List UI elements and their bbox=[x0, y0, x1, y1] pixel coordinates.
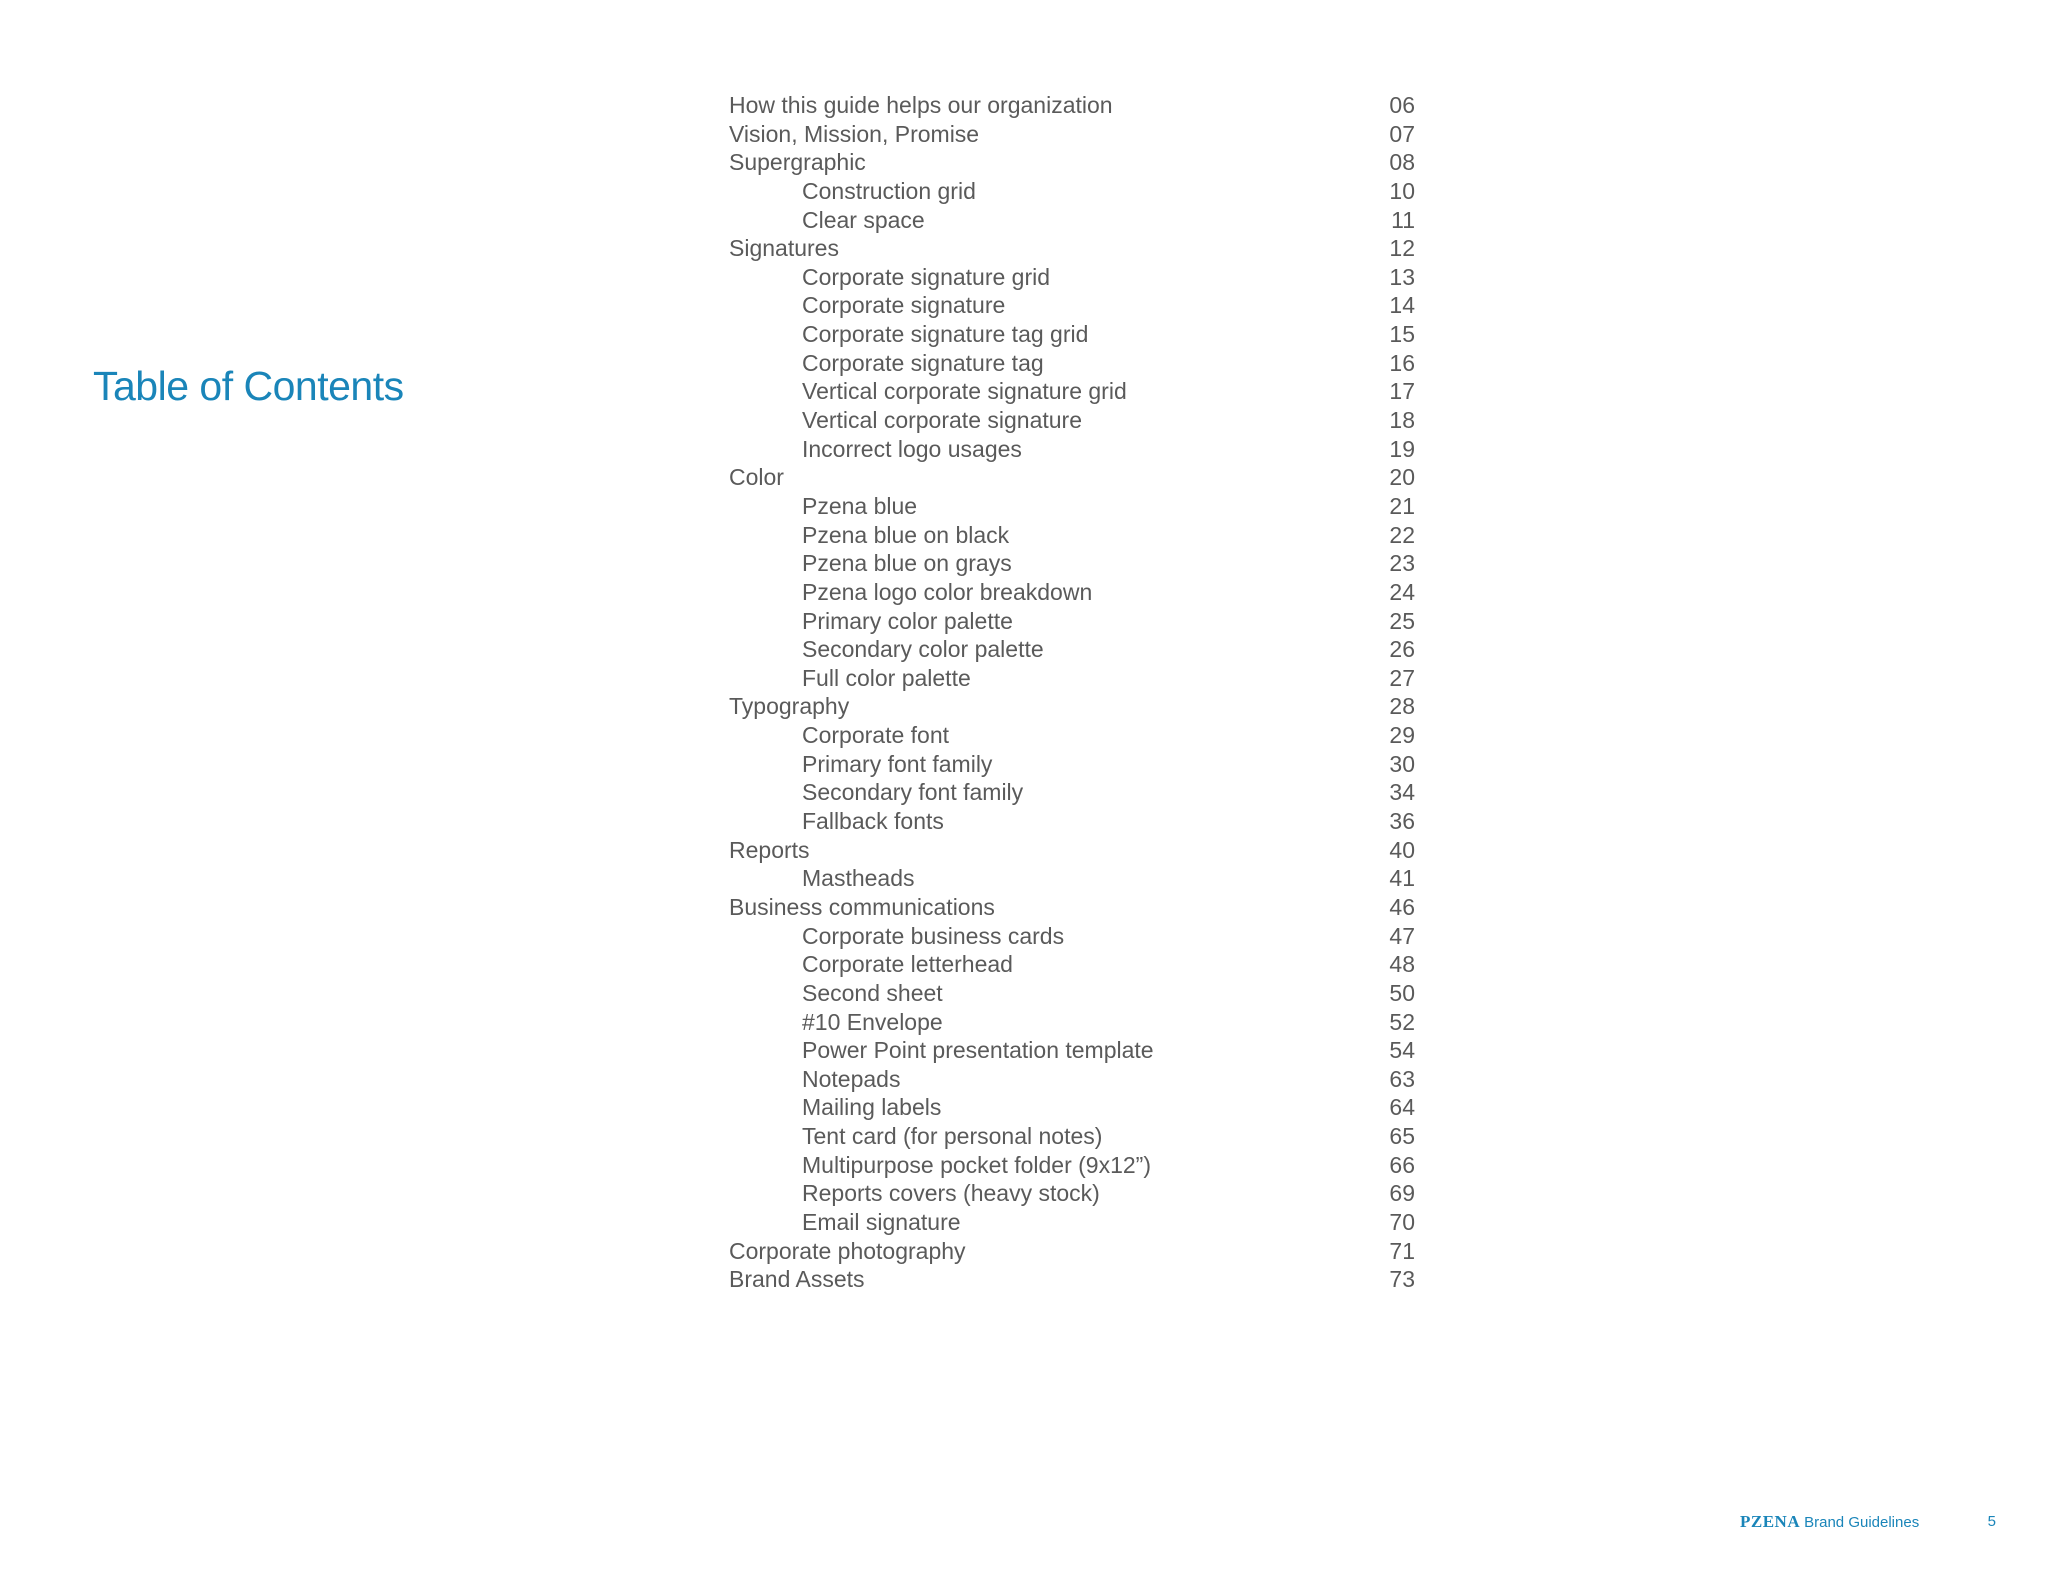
toc-entry-label: Signatures bbox=[729, 235, 839, 262]
toc-entry-page-number: 48 bbox=[1389, 951, 1415, 978]
toc-entry-page-number: 13 bbox=[1389, 263, 1415, 290]
toc-entry-page-number: 15 bbox=[1389, 321, 1415, 348]
toc-entry-page-number: 06 bbox=[1389, 92, 1415, 118]
toc-entry-page-number: 23 bbox=[1389, 550, 1415, 577]
toc-entry-page-number: 69 bbox=[1389, 1180, 1415, 1207]
toc-entry-label: Corporate business cards bbox=[802, 922, 1065, 949]
toc-entry-page-number: 10 bbox=[1389, 177, 1415, 204]
toc-entry bbox=[729, 91, 1419, 120]
toc-entry-label: Business communications bbox=[729, 893, 995, 920]
toc-entry-label: Corporate font bbox=[802, 722, 950, 749]
toc-entry-label: Power Point presentation template bbox=[802, 1037, 1154, 1064]
toc-entry-page-number: 25 bbox=[1389, 607, 1415, 634]
toc-subentry bbox=[729, 1036, 1419, 1065]
toc-entry-page-number: 11 bbox=[1391, 206, 1415, 233]
toc-entry bbox=[729, 1265, 1419, 1294]
toc-entry-page-number: 40 bbox=[1389, 836, 1415, 863]
toc-entry-page-number: 24 bbox=[1389, 578, 1415, 605]
toc-entry bbox=[729, 463, 1419, 492]
toc-entry-page-number: 12 bbox=[1389, 235, 1415, 262]
toc-entry-label: Corporate signature bbox=[802, 292, 1006, 319]
toc-subentry bbox=[729, 206, 1419, 235]
toc-entry-label: How this guide helps our organization bbox=[729, 92, 1113, 118]
toc-entry-page-number: 66 bbox=[1389, 1151, 1415, 1178]
toc-subentry bbox=[729, 807, 1419, 836]
toc-entry-label: Email signature bbox=[802, 1208, 961, 1235]
toc-entry-label: Reports bbox=[729, 836, 810, 863]
toc-entry-page-number: 22 bbox=[1389, 521, 1415, 548]
toc-subentry bbox=[729, 578, 1419, 607]
toc-entry-label: Fallback fonts bbox=[802, 808, 944, 835]
toc-entry bbox=[729, 893, 1419, 922]
page-title: Table of Contents bbox=[93, 363, 404, 410]
toc-subentry bbox=[729, 1065, 1419, 1094]
toc-subentry bbox=[729, 922, 1419, 951]
toc-entry-label: Color bbox=[729, 464, 784, 491]
toc-entry-label: Pzena blue on grays bbox=[802, 550, 1012, 577]
toc-entry-page-number: 29 bbox=[1389, 722, 1415, 749]
toc-subentry bbox=[729, 349, 1419, 378]
toc-entry-page-number: 64 bbox=[1389, 1094, 1415, 1121]
toc-entry-label: Full color palette bbox=[802, 664, 971, 691]
toc-entry-page-number: 30 bbox=[1389, 750, 1415, 777]
toc-entry-label: Corporate signature tag grid bbox=[802, 321, 1089, 348]
toc-entry-label: Corporate photography bbox=[729, 1237, 966, 1264]
toc-entry-label: Pzena blue bbox=[802, 492, 918, 519]
toc-subentry bbox=[729, 291, 1419, 320]
toc-subentry bbox=[729, 549, 1419, 578]
toc-subentry bbox=[729, 1179, 1419, 1208]
toc-subentry bbox=[729, 979, 1419, 1008]
toc-subentry bbox=[729, 778, 1419, 807]
toc-entry-page-number: 70 bbox=[1389, 1208, 1415, 1235]
toc-subentry bbox=[729, 1122, 1419, 1151]
toc-entry-label: Incorrect logo usages bbox=[802, 435, 1022, 462]
toc-entry-page-number: 20 bbox=[1389, 464, 1415, 491]
toc-subentry bbox=[729, 263, 1419, 292]
toc-entry-page-number: 16 bbox=[1389, 349, 1415, 376]
footer-page-number: 5 bbox=[1987, 1513, 1996, 1530]
toc-subentry bbox=[729, 492, 1419, 521]
toc-entry bbox=[729, 1237, 1419, 1266]
toc-subentry bbox=[729, 1093, 1419, 1122]
toc-entry-page-number: 21 bbox=[1389, 492, 1415, 519]
toc-subentry bbox=[729, 1208, 1419, 1237]
toc-entry-page-number: 36 bbox=[1389, 808, 1415, 835]
toc-entry-page-number: 27 bbox=[1389, 664, 1415, 691]
toc-entry bbox=[729, 120, 1419, 149]
toc-entry-page-number: 18 bbox=[1389, 407, 1415, 434]
toc-subentry bbox=[729, 177, 1419, 206]
toc-entry-label: Vertical corporate signature bbox=[802, 407, 1082, 434]
toc-entry-label: Corporate signature grid bbox=[802, 263, 1051, 290]
toc-entry-label: #10 Envelope bbox=[802, 1008, 943, 1035]
toc-entry bbox=[729, 148, 1419, 177]
toc-entry-label: Construction grid bbox=[802, 177, 976, 204]
toc-entry-page-number: 71 bbox=[1389, 1237, 1415, 1264]
toc-entry-label: Mastheads bbox=[802, 865, 915, 892]
toc-entry-page-number: 63 bbox=[1389, 1065, 1415, 1092]
toc-subentry bbox=[729, 1151, 1419, 1180]
toc-entry-page-number: 54 bbox=[1389, 1037, 1415, 1064]
toc-entry-page-number: 14 bbox=[1389, 292, 1415, 319]
toc-entry bbox=[729, 692, 1419, 721]
toc-subentry bbox=[729, 406, 1419, 435]
toc-subentry bbox=[729, 607, 1419, 636]
toc-entry bbox=[729, 234, 1419, 263]
toc-subentry bbox=[729, 377, 1419, 406]
toc-subentry bbox=[729, 664, 1419, 693]
toc-entry-page-number: 19 bbox=[1389, 435, 1415, 462]
toc-entry-page-number: 46 bbox=[1389, 893, 1415, 920]
toc-subentry bbox=[729, 750, 1419, 779]
toc-entry-label: Primary font family bbox=[802, 750, 993, 777]
toc-subentry bbox=[729, 864, 1419, 893]
toc-entry-label: Tent card (for personal notes) bbox=[802, 1123, 1103, 1150]
toc-entry-label: Vertical corporate signature grid bbox=[802, 378, 1127, 405]
toc-subentry bbox=[729, 950, 1419, 979]
footer-subtitle: Brand Guidelines bbox=[1804, 1514, 1920, 1531]
toc-subentry bbox=[729, 1008, 1419, 1037]
toc-entry-page-number: 47 bbox=[1389, 922, 1415, 949]
toc-entry-label: Primary color palette bbox=[802, 607, 1013, 634]
toc-subentry bbox=[729, 721, 1419, 750]
toc-entry-label: Typography bbox=[729, 693, 850, 720]
toc-entry-label: Brand Assets bbox=[729, 1266, 865, 1293]
toc-entry-page-number: 34 bbox=[1389, 779, 1415, 806]
toc-entry-page-number: 17 bbox=[1389, 378, 1415, 405]
toc-entry-page-number: 08 bbox=[1389, 149, 1415, 176]
toc-entry-label: Multipurpose pocket folder (9x12”) bbox=[802, 1151, 1151, 1178]
footer-brand-logo: PZENA bbox=[1740, 1512, 1801, 1531]
toc-subentry bbox=[729, 635, 1419, 664]
toc-entry-page-number: 52 bbox=[1389, 1008, 1415, 1035]
toc-entry-label: Secondary color palette bbox=[802, 636, 1044, 663]
table-of-contents bbox=[729, 91, 1419, 1294]
toc-subentry bbox=[729, 435, 1419, 464]
toc-entry-page-number: 50 bbox=[1389, 979, 1415, 1006]
toc-entry-label: Mailing labels bbox=[802, 1094, 942, 1121]
toc-entry-page-number: 28 bbox=[1389, 693, 1415, 720]
toc-entry-page-number: 07 bbox=[1389, 120, 1415, 147]
toc-subentry bbox=[729, 320, 1419, 349]
page-footer bbox=[1740, 1510, 2000, 1534]
toc-entry-page-number: 41 bbox=[1389, 865, 1415, 892]
toc-entry-label: Pzena logo color breakdown bbox=[802, 578, 1093, 605]
toc-entry-label: Supergraphic bbox=[729, 149, 866, 176]
toc-entry-label: Reports covers (heavy stock) bbox=[802, 1180, 1100, 1207]
toc-entry-page-number: 73 bbox=[1389, 1266, 1415, 1293]
toc-entry-label: Second sheet bbox=[802, 979, 943, 1006]
toc-entry-label: Corporate letterhead bbox=[802, 951, 1013, 978]
toc-entry-label: Pzena blue on black bbox=[802, 521, 1010, 548]
toc-entry-label: Secondary font family bbox=[802, 779, 1024, 806]
toc-entry-page-number: 65 bbox=[1389, 1123, 1415, 1150]
toc-entry-page-number: 26 bbox=[1389, 636, 1415, 663]
toc-entry-label: Clear space bbox=[802, 206, 925, 233]
toc-subentry bbox=[729, 521, 1419, 550]
toc-entry-label: Vision, Mission, Promise bbox=[729, 120, 980, 147]
toc-entry-label: Corporate signature tag bbox=[802, 349, 1044, 376]
toc-entry bbox=[729, 836, 1419, 865]
toc-entry-label: Notepads bbox=[802, 1065, 901, 1092]
